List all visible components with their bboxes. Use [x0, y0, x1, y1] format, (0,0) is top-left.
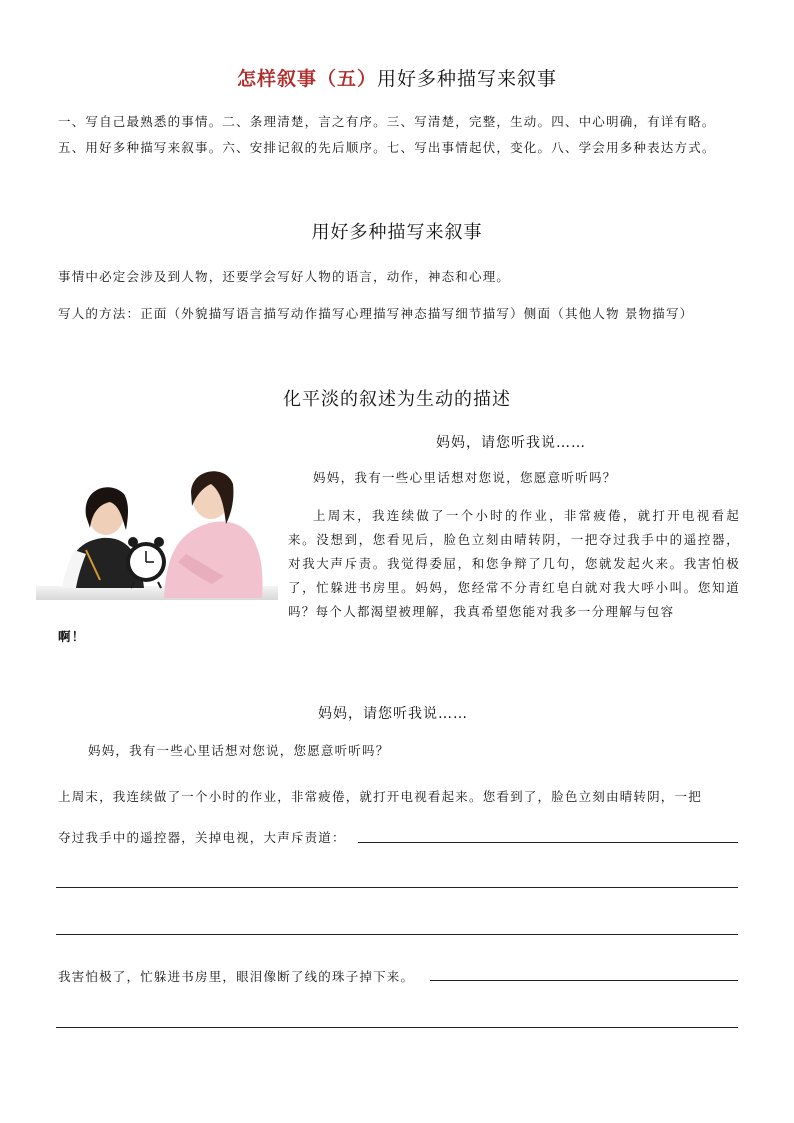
page-title-red: 怎样叙事（五） — [236, 68, 377, 90]
section1-line2: 写人的方法：正面（外貌描写语言描写动作描写心理描写神态描写细节描写）侧面（其他人物 景物描写） — [58, 306, 694, 321]
section2-heading: 化平淡的叙述为生动的描述 — [283, 389, 511, 410]
answer-blank-2[interactable] — [56, 887, 738, 888]
answer-blank-4[interactable] — [430, 980, 738, 981]
answer-blank-1[interactable] — [358, 842, 738, 843]
essay-title: 妈妈，请您听我说…… — [436, 435, 586, 451]
exercise-line-3: 我害怕极了，忙躲进书房里，眼泪像断了线的珠子掉下来。 — [58, 969, 415, 984]
essay-paragraph-2-end: 啊！ — [58, 629, 86, 644]
exercise-title: 妈妈，请您听我说…… — [318, 706, 468, 722]
exercise-line-2: 夺过我手中的遥控器，关掉电视，大声斥责道： — [58, 830, 346, 845]
exercise-line-1: 上周末，我连续做了一个小时的作业，非常疲倦，就打开电视看起来。您看到了，脸色立刻由晴转阴，一把 — [58, 789, 702, 804]
mother-daughter-homework-photo — [36, 458, 278, 600]
essay-paragraph-1: 妈妈，我有一些心里话想对您说，您愿意听听吗？ — [313, 470, 617, 485]
exercise-paragraph-1: 妈妈，我有一些心里话想对您说，您愿意听听吗？ — [88, 743, 390, 758]
page-title-black: 用好多种描写来叙事 — [377, 68, 558, 90]
section1-heading: 用好多种描写来叙事 — [311, 222, 483, 243]
intro-line-1: 一、写自己最熟悉的事情。二、条理清楚，言之有序。三、写清楚，完整，生动。四、中心明确，有详有略。 — [58, 114, 716, 129]
answer-blank-5[interactable] — [56, 1027, 738, 1028]
essay-body — [288, 466, 740, 624]
answer-blank-3[interactable] — [56, 934, 738, 935]
page-title — [0, 64, 794, 91]
essay-paragraph-2: 上周末，我连续做了一个小时的作业，非常疲倦，就打开电视看起来。没想到，您看见后，脸色立刻由晴转阴，一把夺过我手中的遥控器，对我大声斥责。我觉得委屈，和您争辩了几句，您就发起火来。我害怕极了，忙躲进书房里。妈妈，您经常不分青红皂白就对我大呼小叫。您知道吗？每个人都渴望被理解，我真希望您能对我多一分理解与包容 — [288, 508, 740, 619]
intro-line-2: 五、用好多种描写来叙事。六、安排记叙的先后顺序。七、写出事情起伏，变化。八、学会用多种表达方式。 — [58, 140, 716, 155]
section1-line1: 事情中必定会涉及到人物，还要学会写好人物的语言，动作，神态和心理。 — [58, 269, 511, 284]
